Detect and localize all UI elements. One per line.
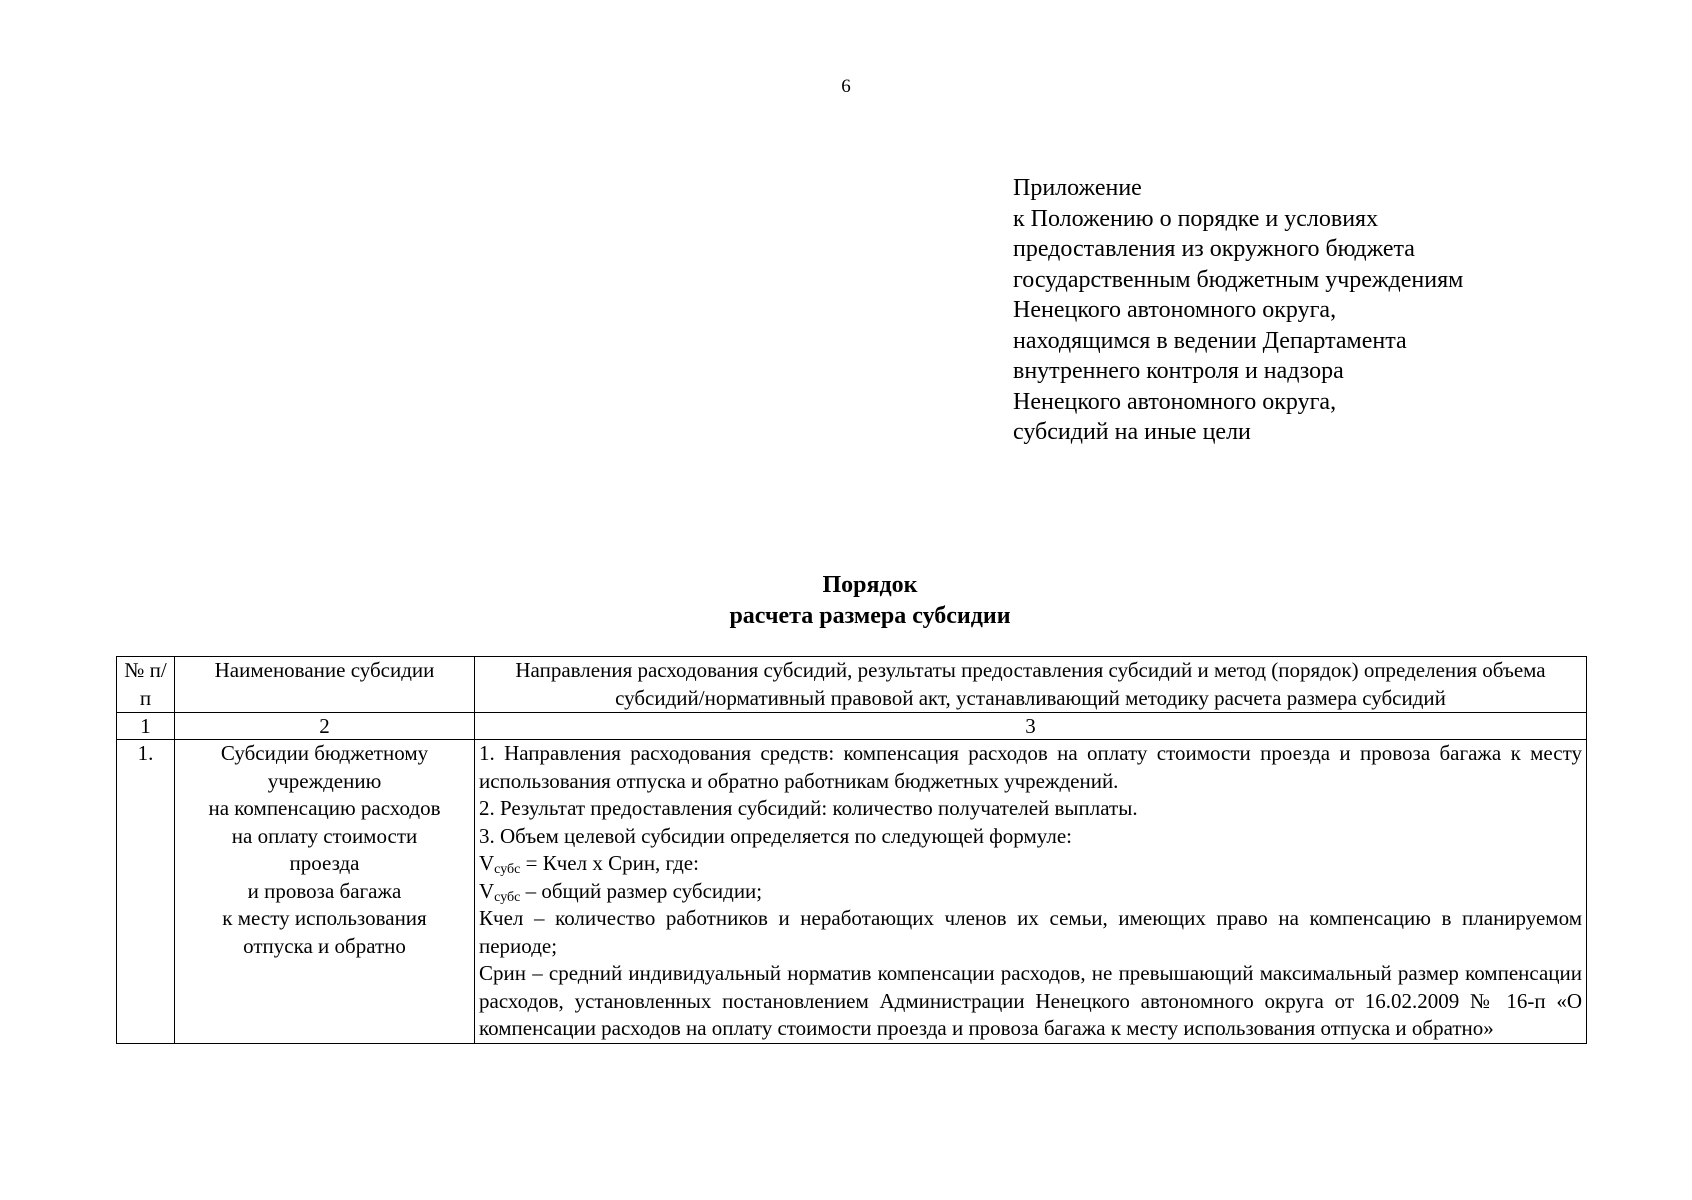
appendix-line: к Положению о порядке и условиях (1013, 205, 1379, 232)
subsidy-name-line: учреждению (267, 768, 382, 793)
appendix-line: находящимся в ведении Департамента (1013, 327, 1407, 354)
subsidy-name-line: проезда (289, 851, 360, 875)
srin-definition: Срин – средний индивидуальный норматив компенсации расходов, не превышающий максимальный размер компенсации расходов, установленных постановлением Администрации Ненецкого автономного округа от 16.02.2009 № 16-п «О компенсации расходов на оплату стоимости проезда и провоза багажа к месту использования отпуска и обратно» (479, 961, 1582, 1040)
appendix-line: Ненецкого автономного округа, (1013, 388, 1337, 415)
appendix-line: Ненецкого автономного округа, (1013, 297, 1337, 323)
kchel-definition: Кчел – количество работников и неработающих членов их семьи, имеющих право на компенсацию в планируемом периоде; (479, 906, 1582, 958)
table-row (117, 740, 1587, 1044)
row-num: 1. (117, 740, 175, 1044)
header-desc: Направления расходования субсидий, результаты предоставления субсидий и метод (порядок) определения объема субсидий/нормативный правовой акт, устанавливающий методику расчета размера субсидий (475, 657, 1587, 713)
spending-direction: 1. Направления расходования средств: компенсация расходов на оплату стоимости проезда и провоза багажа к месту использования отпуска и обратно работникам бюджетных учреждений. (479, 741, 1582, 793)
v-definition (479, 878, 1582, 906)
subsidy-name-line: Субсидии бюджетному (220, 741, 429, 765)
column-number: 1 (117, 713, 175, 740)
column-number: 2 (175, 713, 475, 740)
header-num: № п/п (117, 657, 175, 713)
v-subscript: субс (494, 889, 521, 905)
subsidy-name (175, 740, 475, 1044)
appendix-line: предоставления из окружного бюджета (1013, 236, 1415, 262)
header-name: Наименование субсидии (175, 657, 475, 713)
subsidy-name-line: к месту использования (222, 906, 427, 930)
v-symbol: V (479, 851, 495, 875)
title-line-1: Порядок (822, 572, 918, 598)
subsidy-description (475, 740, 1587, 1044)
appendix-line: государственным бюджетным учреждениям (1013, 266, 1464, 293)
formula (479, 850, 1582, 878)
document-title (0, 570, 1692, 632)
subsidy-table (116, 656, 1587, 1044)
subsidy-result: 2. Результат предоставления субсидий: количество получателей выплаты. (479, 796, 1138, 820)
page-number: 6 (841, 76, 851, 97)
column-number: 3 (475, 713, 1587, 740)
subsidy-name-line: отпуска и обратно (243, 933, 406, 958)
appendix-line: внутреннего контроля и надзора (1013, 358, 1344, 384)
table-header-row (117, 657, 1587, 713)
subsidy-name-line: на компенсацию расходов (208, 796, 441, 820)
column-numbers-row (117, 713, 1587, 740)
subsidy-name-line: на оплату стоимости (231, 823, 418, 848)
appendix-block (1013, 173, 1463, 448)
title-line-2: расчета размера субсидии (729, 603, 1011, 629)
appendix-line: Приложение (1013, 175, 1142, 201)
v-symbol: V (479, 878, 495, 903)
v-definition-text: – общий размер субсидии; (520, 878, 763, 903)
appendix-line: субсидий на иные цели (1013, 419, 1251, 445)
formula-text: = Кчел х Срин, где: (520, 851, 699, 875)
subsidy-name-line: и провоза багажа (247, 878, 402, 903)
volume-intro: 3. Объем целевой субсидии определяется по следующей формуле: (479, 823, 1072, 848)
v-subscript: субс (494, 862, 521, 877)
